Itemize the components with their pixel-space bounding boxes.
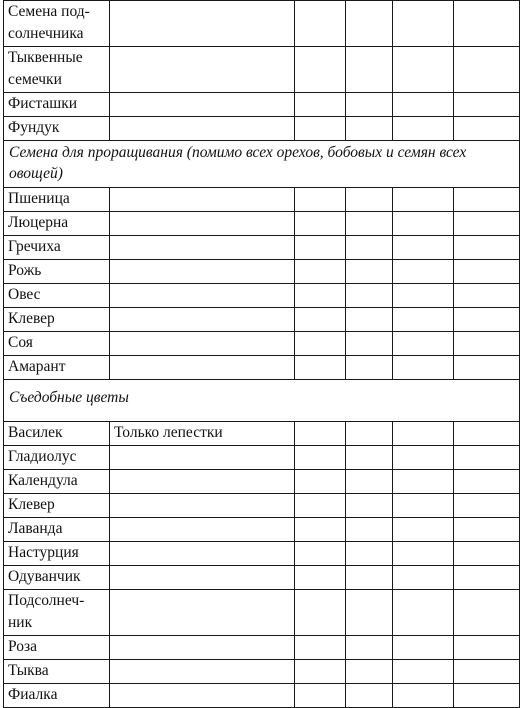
empty-cell — [393, 356, 454, 380]
empty-cell — [393, 684, 454, 708]
table-row — [4, 542, 520, 566]
empty-cell — [295, 566, 346, 590]
empty-cell — [454, 566, 520, 590]
empty-cell — [295, 308, 346, 332]
item-note-cell — [110, 332, 295, 356]
item-note-cell — [110, 188, 295, 212]
item-name-cell: Фундук — [4, 117, 110, 141]
item-name-cell: Клевер — [4, 308, 110, 332]
item-name-cell: Тыквенные семечки — [4, 47, 110, 93]
empty-cell — [346, 188, 393, 212]
empty-cell — [295, 494, 346, 518]
empty-cell — [454, 542, 520, 566]
empty-cell — [454, 494, 520, 518]
table-row — [4, 518, 520, 542]
section-row — [4, 141, 520, 188]
table-row — [4, 636, 520, 660]
table-row — [4, 188, 520, 212]
food-table-body — [4, 1, 520, 708]
empty-cell — [454, 308, 520, 332]
empty-cell — [295, 93, 346, 117]
empty-cell — [346, 284, 393, 308]
empty-cell — [346, 636, 393, 660]
food-table-page — [3, 0, 519, 708]
item-name-cell: Гладиолус — [4, 446, 110, 470]
empty-cell — [346, 308, 393, 332]
empty-cell — [346, 422, 393, 446]
empty-cell — [393, 446, 454, 470]
empty-cell — [295, 660, 346, 684]
table-row — [4, 332, 520, 356]
empty-cell — [393, 308, 454, 332]
item-name-cell: Овес — [4, 284, 110, 308]
table-row — [4, 284, 520, 308]
empty-cell — [346, 470, 393, 494]
item-name-cell: Тыква — [4, 660, 110, 684]
empty-cell — [346, 332, 393, 356]
empty-cell — [393, 636, 454, 660]
table-row — [4, 590, 520, 636]
empty-cell — [393, 284, 454, 308]
item-name-cell: Пшеница — [4, 188, 110, 212]
empty-cell — [454, 260, 520, 284]
empty-cell — [454, 117, 520, 141]
table-row — [4, 356, 520, 380]
empty-cell — [295, 212, 346, 236]
food-table — [3, 0, 520, 708]
table-row — [4, 422, 520, 446]
item-note-cell — [110, 117, 295, 141]
empty-cell — [454, 284, 520, 308]
item-name-cell: Фиалка — [4, 684, 110, 708]
empty-cell — [454, 93, 520, 117]
empty-cell — [295, 636, 346, 660]
empty-cell — [295, 542, 346, 566]
table-row — [4, 212, 520, 236]
empty-cell — [393, 332, 454, 356]
item-name-cell: Фисташки — [4, 93, 110, 117]
table-row — [4, 93, 520, 117]
item-note-cell — [110, 660, 295, 684]
empty-cell — [454, 518, 520, 542]
empty-cell — [346, 660, 393, 684]
item-note-cell — [110, 470, 295, 494]
item-note-cell — [110, 446, 295, 470]
item-note-cell — [110, 284, 295, 308]
empty-cell — [393, 236, 454, 260]
empty-cell — [454, 47, 520, 93]
empty-cell — [454, 590, 520, 636]
empty-cell — [393, 470, 454, 494]
empty-cell — [295, 260, 346, 284]
item-note-cell — [110, 542, 295, 566]
item-note-cell — [110, 566, 295, 590]
item-note-cell — [110, 1, 295, 47]
empty-cell — [346, 93, 393, 117]
item-name-cell: Подсолнеч- ник — [4, 590, 110, 636]
empty-cell — [346, 236, 393, 260]
empty-cell — [346, 212, 393, 236]
table-row — [4, 494, 520, 518]
empty-cell — [346, 518, 393, 542]
empty-cell — [454, 332, 520, 356]
empty-cell — [393, 1, 454, 47]
empty-cell — [346, 47, 393, 93]
empty-cell — [295, 446, 346, 470]
empty-cell — [454, 636, 520, 660]
empty-cell — [346, 684, 393, 708]
empty-cell — [295, 1, 346, 47]
empty-cell — [393, 542, 454, 566]
empty-cell — [454, 470, 520, 494]
item-note-cell — [110, 260, 295, 284]
empty-cell — [346, 494, 393, 518]
item-name-cell: Василек — [4, 422, 110, 446]
empty-cell — [393, 188, 454, 212]
empty-cell — [454, 1, 520, 47]
table-row — [4, 660, 520, 684]
table-row — [4, 566, 520, 590]
item-name-cell: Люцерна — [4, 212, 110, 236]
empty-cell — [295, 470, 346, 494]
empty-cell — [454, 422, 520, 446]
empty-cell — [295, 422, 346, 446]
table-row — [4, 1, 520, 47]
empty-cell — [454, 212, 520, 236]
empty-cell — [393, 494, 454, 518]
item-name-cell: Настурция — [4, 542, 110, 566]
empty-cell — [454, 660, 520, 684]
item-note-cell — [110, 93, 295, 117]
empty-cell — [454, 188, 520, 212]
item-note-cell — [110, 518, 295, 542]
item-name-cell: Рожь — [4, 260, 110, 284]
empty-cell — [393, 422, 454, 446]
empty-cell — [346, 1, 393, 47]
item-name-cell: Роза — [4, 636, 110, 660]
item-note-cell — [110, 684, 295, 708]
empty-cell — [346, 542, 393, 566]
empty-cell — [295, 188, 346, 212]
item-note-cell — [110, 308, 295, 332]
item-note-cell — [110, 212, 295, 236]
item-note-cell — [110, 356, 295, 380]
empty-cell — [295, 518, 346, 542]
empty-cell — [393, 47, 454, 93]
empty-cell — [393, 212, 454, 236]
table-row — [4, 260, 520, 284]
item-name-cell: Лаванда — [4, 518, 110, 542]
empty-cell — [346, 117, 393, 141]
item-note-cell — [110, 494, 295, 518]
empty-cell — [454, 236, 520, 260]
empty-cell — [346, 446, 393, 470]
table-row — [4, 684, 520, 708]
item-note-cell — [110, 236, 295, 260]
item-note-cell — [110, 590, 295, 636]
empty-cell — [454, 684, 520, 708]
item-name-cell: Гречиха — [4, 236, 110, 260]
item-note-cell — [110, 47, 295, 93]
item-name-cell: Соя — [4, 332, 110, 356]
table-row — [4, 236, 520, 260]
empty-cell — [454, 446, 520, 470]
item-name-cell: Амарант — [4, 356, 110, 380]
empty-cell — [393, 260, 454, 284]
section-row — [4, 380, 520, 422]
empty-cell — [295, 284, 346, 308]
empty-cell — [393, 566, 454, 590]
empty-cell — [295, 356, 346, 380]
empty-cell — [295, 332, 346, 356]
item-name-cell: Семена под- солнечника — [4, 1, 110, 47]
item-name-cell: Клевер — [4, 494, 110, 518]
empty-cell — [346, 590, 393, 636]
section-heading: Семена для проращивания (помимо всех орехов, бобовых и семян всех овощей) — [4, 141, 520, 188]
item-name-cell: Одуванчик — [4, 566, 110, 590]
item-note-cell — [110, 636, 295, 660]
section-heading: Съедобные цветы — [4, 380, 520, 422]
empty-cell — [393, 117, 454, 141]
item-note-cell: Только лепестки — [110, 422, 295, 446]
table-row — [4, 446, 520, 470]
empty-cell — [393, 518, 454, 542]
empty-cell — [393, 93, 454, 117]
empty-cell — [346, 566, 393, 590]
empty-cell — [295, 47, 346, 93]
empty-cell — [454, 356, 520, 380]
item-name-cell: Календула — [4, 470, 110, 494]
empty-cell — [346, 356, 393, 380]
table-row — [4, 470, 520, 494]
empty-cell — [295, 117, 346, 141]
empty-cell — [295, 684, 346, 708]
empty-cell — [346, 260, 393, 284]
empty-cell — [393, 590, 454, 636]
table-row — [4, 308, 520, 332]
table-row — [4, 47, 520, 93]
table-row — [4, 117, 520, 141]
empty-cell — [393, 660, 454, 684]
empty-cell — [295, 236, 346, 260]
empty-cell — [295, 590, 346, 636]
